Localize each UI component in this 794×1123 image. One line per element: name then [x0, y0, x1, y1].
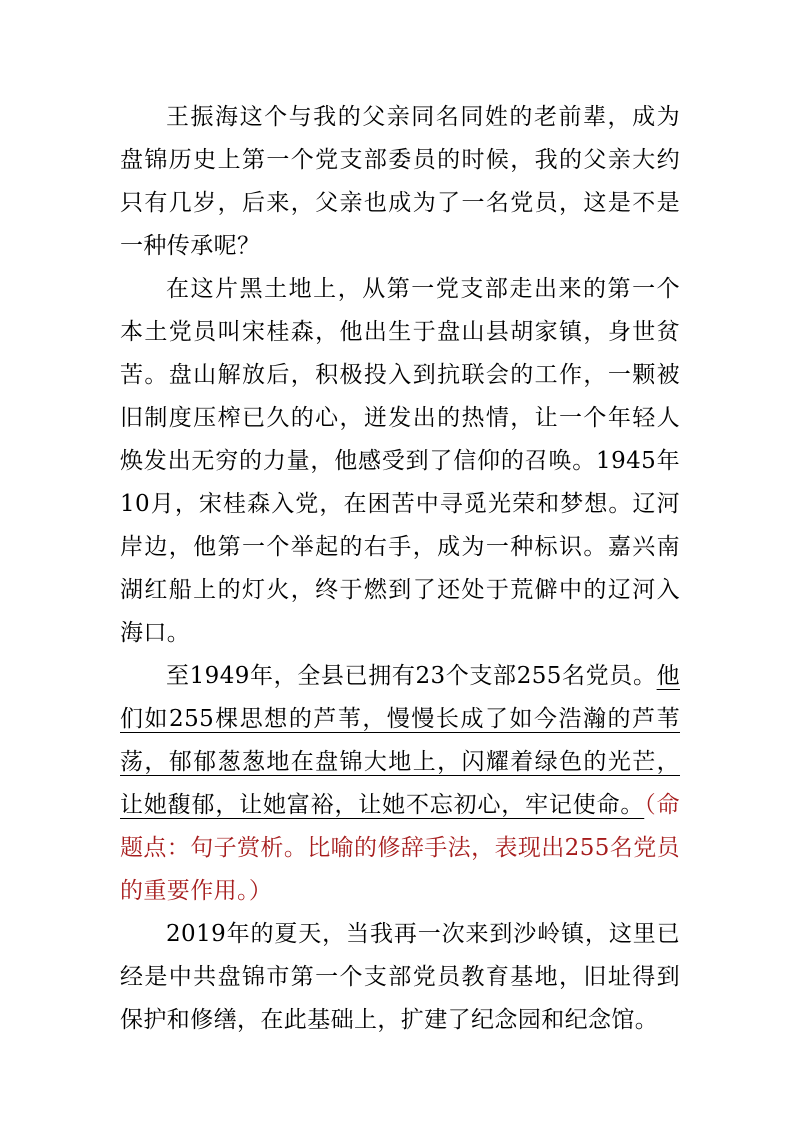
document-body: [120, 96, 680, 1042]
paragraph-3-lead: 至1949年，全县已拥有23个支部255名党员。: [166, 663, 657, 689]
paragraph-3: [120, 655, 680, 913]
paragraph-1: 王振海这个与我的父亲同名同姓的老前辈，成为盘锦历史上第一个党支部委员的时候，我的父亲大约只有几岁，后来，父亲也成为了一名党员，这是不是一种传承呢？: [120, 104, 680, 259]
paragraph-4: 2019年的夏天，当我再一次来到沙岭镇，这里已经是中共盘锦市第一个支部党员教育基地，旧址得到保护和修缮，在此基础上，扩建了纪念园和纪念馆。: [120, 921, 680, 1033]
underlined-sentence: 他们如255棵思想的芦苇，慢慢长成了如今浩瀚的芦苇荡，郁郁葱葱地在盘锦大地上，闪耀着绿色的光芒，让她馥郁，让她富裕，让她不忘初心，牢记使命。: [120, 663, 680, 818]
annotation-note: （命题点：句子赏析。比喻的修辞手法，表现出255名党员的重要作用。）: [120, 792, 680, 904]
paragraph-2: 在这片黑土地上，从第一党支部走出来的第一个本土党员叫宋桂森，他出生于盘山县胡家镇，身世贫苦。盘山解放后，积极投入到抗联会的工作，一颗被旧制度压榨已久的心，迸发出的热情，让一个年轻人焕发出无穷的力量，他感受到了信仰的召唤。1945年10月，宋桂森入党，在困苦中寻觅光荣和梦想。辽河岸边，他第一个举起的右手，成为一种标识。嘉兴南湖红船上的灯火，终于燃到了还处于荒僻中的辽河入海口。: [120, 276, 680, 646]
